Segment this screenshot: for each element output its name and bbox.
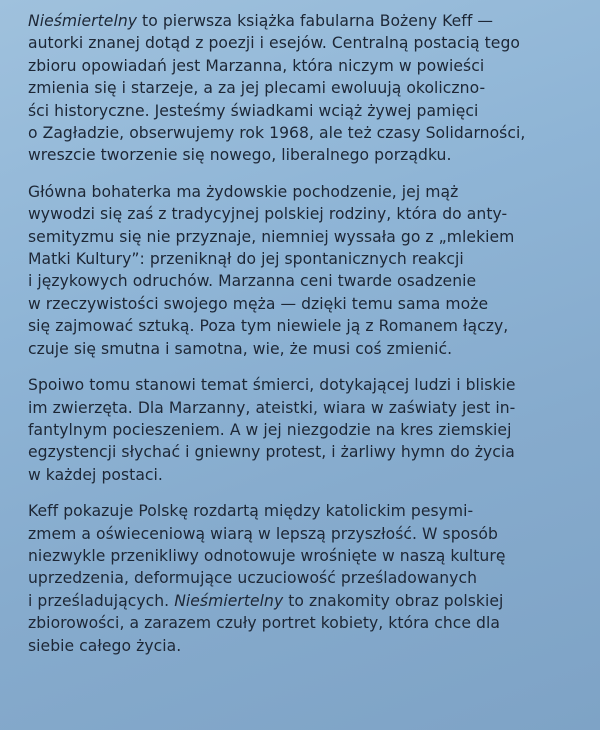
text-line: autorki znanej dotąd z poezji i esejów. Centralną postacią tego bbox=[28, 34, 520, 53]
text-line: niezwykle przenikliwy odnotowuje wrośnięte w naszą kulturę bbox=[28, 546, 506, 565]
text-line: wreszcie tworzenie się nowego, liberalnego porządku. bbox=[28, 146, 452, 165]
text-line: uprzedzenia, deformujące uczuciowość prześladowanych bbox=[28, 569, 478, 588]
text-line: ści historyczne. Jesteśmy świadkami wciąż żywej pamięci bbox=[28, 101, 479, 120]
paragraph-2 bbox=[28, 181, 588, 360]
text-line: i językowych odruchów. Marzanna ceni twarde osadzenie bbox=[28, 272, 477, 291]
text-line: o Zagładzie, obserwujemy rok 1968, ale też czasy Solidarności, bbox=[28, 124, 526, 143]
text-line: Nieśmiertelny to pierwsza książka fabularna Bożeny Keff — bbox=[28, 12, 494, 30]
paragraph-1 bbox=[28, 10, 588, 167]
text-line: zmem a oświeceniową wiarą w lepszą przyszłość. W sposób bbox=[28, 524, 498, 543]
text-line: w każdej postaci. bbox=[28, 465, 163, 484]
text-line: Główna bohaterka ma żydowskie pochodzenie, jej mąż bbox=[28, 182, 459, 201]
book-title: Nieśmiertelny bbox=[28, 12, 138, 30]
text-line: się zajmować sztuką. Poza tym niewiele ją z Romanem łączy, bbox=[28, 317, 509, 336]
text-line: Spoiwo tomu stanowi temat śmierci, dotykającej ludzi i bliskie bbox=[28, 376, 516, 395]
text-line: i prześladujących. Nieśmiertelny to znakomity obraz polskiej bbox=[28, 591, 504, 610]
text-line: zbiorowości, a zarazem czuły portret kobiety, która chce dla bbox=[28, 614, 500, 633]
text-line: siebie całego życia. bbox=[28, 636, 182, 655]
paragraph-4 bbox=[28, 500, 588, 657]
text-line: im zwierzęta. Dla Marzanny, ateistki, wiara w zaświaty jest in- bbox=[28, 398, 516, 417]
text-line: w rzeczywistości swojego męża — dzięki temu sama może bbox=[28, 294, 489, 313]
text-line: egzystencji słychać i gniewny protest, i żarliwy hymn do życia bbox=[28, 443, 515, 462]
text-line: Matki Kultury”: przeniknął do jej spontanicznych reakcji bbox=[28, 250, 464, 269]
text-line: semityzmu się nie przyznaje, niemniej wyssała go z „mlekiem bbox=[28, 227, 515, 246]
text-line: fantylnym pocieszeniem. A w jej niezgodzie na kres ziemskiej bbox=[28, 420, 512, 439]
text-line: Keff pokazuje Polskę rozdartą między katolickim pesymi- bbox=[28, 502, 474, 521]
blurb-text bbox=[28, 10, 588, 671]
text-line: wywodzi się zaś z tradycyjnej polskiej rodziny, która do anty- bbox=[28, 205, 508, 224]
book-title: Nieśmiertelny bbox=[174, 591, 284, 610]
paragraph-3 bbox=[28, 374, 588, 486]
text-line: zmienia się i starzeje, a za jej plecami ewoluują okoliczno- bbox=[28, 79, 486, 98]
text-line: czuje się smutna i samotna, wie, że musi coś zmienić. bbox=[28, 339, 453, 358]
text-line: zbioru opowiadań jest Marzanna, która niczym w powieści bbox=[28, 56, 485, 75]
